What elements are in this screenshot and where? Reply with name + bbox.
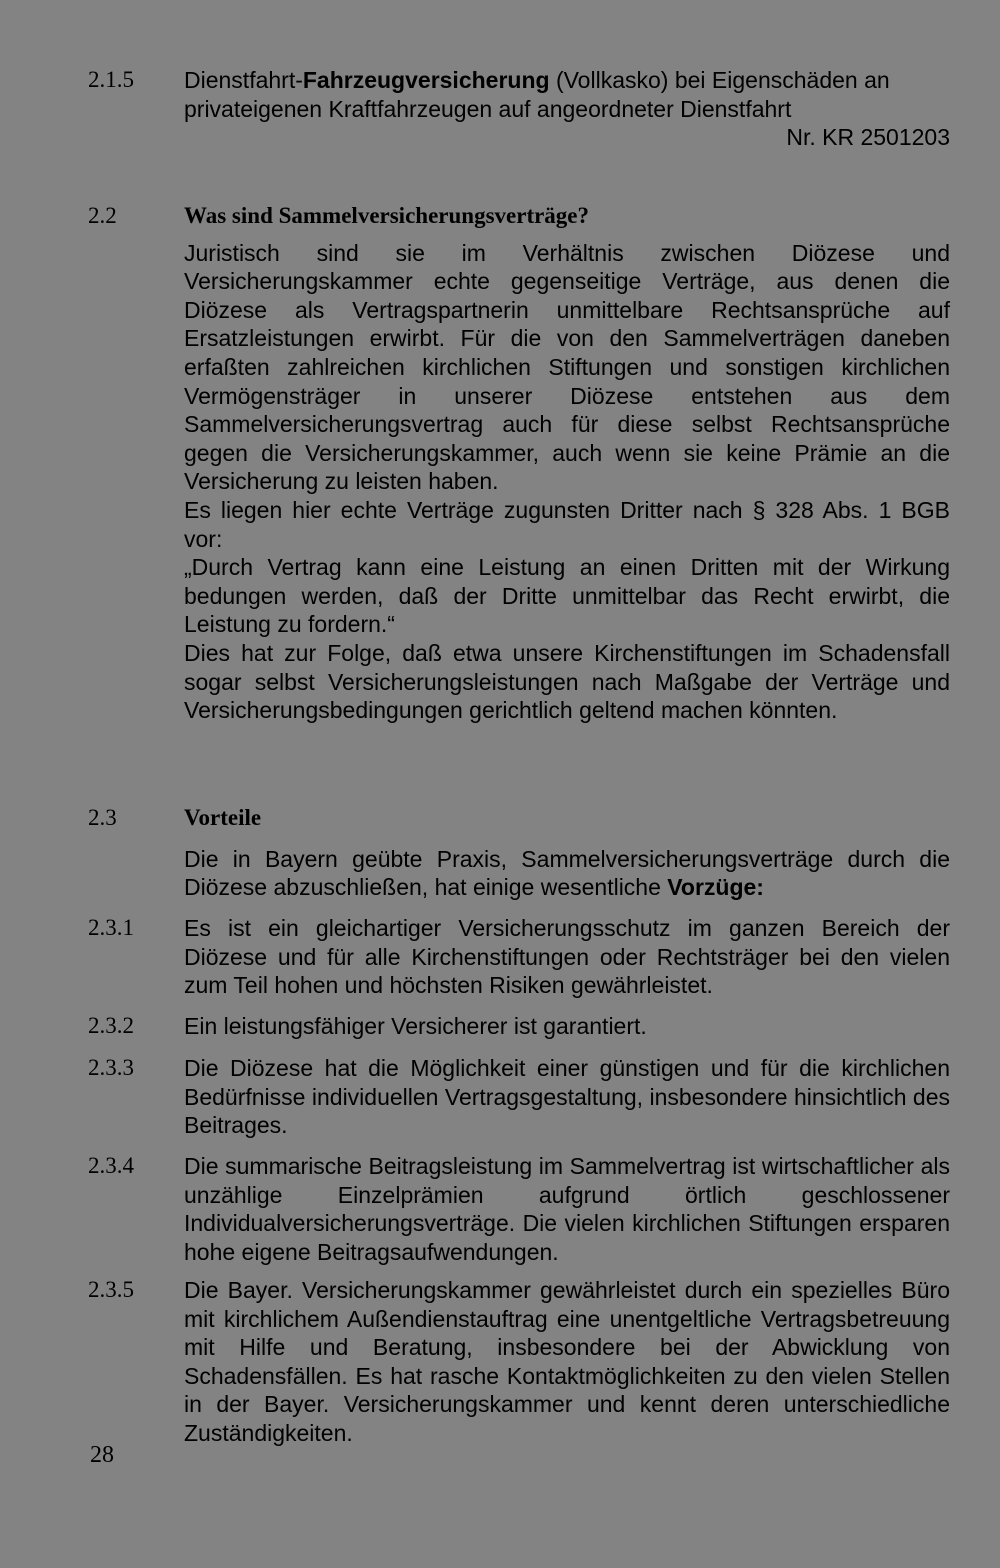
intro-text-bold: Vorzüge: [667,874,764,901]
section-2-1-5 [88,66,950,152]
list-item [88,1276,950,1448]
item-number: 2.3.2 [88,1013,134,1038]
list-item [88,914,950,1000]
item-text: Die Bayer. Versicherungskammer gewährleistet durch ein spezielles Büro mit kirchlichem Außendienstauftrag eine unentgeltliche Vertragsbetreuung mit Hilfe und Beratung, insbesondere bei der Abwicklung von Schadensfällen. Es hat rasche Kontaktmöglichkeiten zu den vielen Stellen in der Bayer. Versicherungskammer und kennt deren unterschiedliche Zuständigkeiten. [184,1277,950,1446]
paragraph: Juristisch sind sie im Verhältnis zwischen Diözese und Versicherungskammer echte gegenseitige Verträge, aus denen die Diözese als Vertragspartnerin unmittelbare Rechtsansprüche auf Ersatzleistungen erwirbt. Für die von den Sammelverträgen daneben erfaßten zahlreichen kirchlichen Stiftungen und sonstigen kirchlichen Vermögensträger in unserer Diözese entstehen aus dem Sammelversicherungsvertrag auch für diese selbst Rechtsansprüche gegen die Versicherungskammer, auch wenn sie keine Prämie an die Versicherung zu leisten haben. [184,239,950,495]
list-item [88,1152,950,1266]
item-number: 2.3.5 [88,1277,134,1302]
section-text: (Vollkasko) bei Eigenschäden an privateigenen Kraftfahrzeugen auf angeordneter Dienstfahrt [184,67,890,122]
section-2-2 [88,202,950,725]
item-number: 2.3.4 [88,1153,134,1178]
section-body [184,804,950,902]
quote: „Durch Vertrag kann eine Leistung an einen Dritten mit der Wirkung bedungen werden, daß der Dritte unmittelbar das Recht erwirbt, die Leistung zu fordern.“ [184,554,950,638]
section-number: 2.3 [88,805,117,830]
item-text: Die summarische Beitragsleistung im Sammelvertrag ist wirtschaftlicher als unzählige Einzelprämien aufgrund örtlich geschlossener Individualversicherungsverträge. Die vielen kirchlichen Stiftungen ersparen hohe eigene Beitragsaufwendungen. [184,1153,950,1265]
section-text: Dienstfahrt- [184,67,303,93]
section-body [184,66,950,152]
contract-reference: Nr. KR 2501203 [786,124,950,151]
item-text: Die Diözese hat die Möglichkeit einer günstigen und für die kirchlichen Bedürfnisse individuellen Vertragsgestaltung, insbesondere hinsichtlich des Beitrages. [184,1055,950,1139]
paragraph: Dies hat zur Folge, daß etwa unsere Kirchenstiftungen im Schadensfall sogar selbst Versicherungsleistungen nach Maßgabe der Verträge und Versicherungsbedingungen gerichtlich geltend machen könnten. [184,639,950,724]
section-number: 2.2 [88,203,117,228]
item-number: 2.3.3 [88,1055,134,1080]
paragraph [184,845,950,902]
intro-text: Die in Bayern geübte Praxis, Sammelversicherungsverträge durch die Diözese abzuschließen, hat einige wesentliche [184,845,950,901]
section-heading: Was sind Sammelversicherungsverträge? [184,203,590,228]
section-body [184,202,950,725]
section-heading: Vorteile [184,805,262,830]
section-number: 2.1.5 [88,67,134,92]
item-number: 2.3.1 [88,915,134,940]
item-text: Es ist ein gleichartiger Versicherungsschutz im ganzen Bereich der Diözese und für alle Kirchenstiftungen oder Rechtsträger bei den vielen zum Teil hohen und höchsten Risiken gewährleistet. [184,915,950,999]
list-item [88,1012,950,1041]
list-item [88,1054,950,1140]
page-number: 28 [90,1442,114,1468]
paragraph: Es liegen hier echte Verträge zugunsten Dritter nach § 328 Abs. 1 BGB vor: [184,496,950,552]
section-text-bold: Fahrzeugversicherung [302,67,550,93]
section-2-3 [88,804,950,902]
item-text: Ein leistungsfähiger Versicherer ist garantiert. [184,1013,647,1039]
